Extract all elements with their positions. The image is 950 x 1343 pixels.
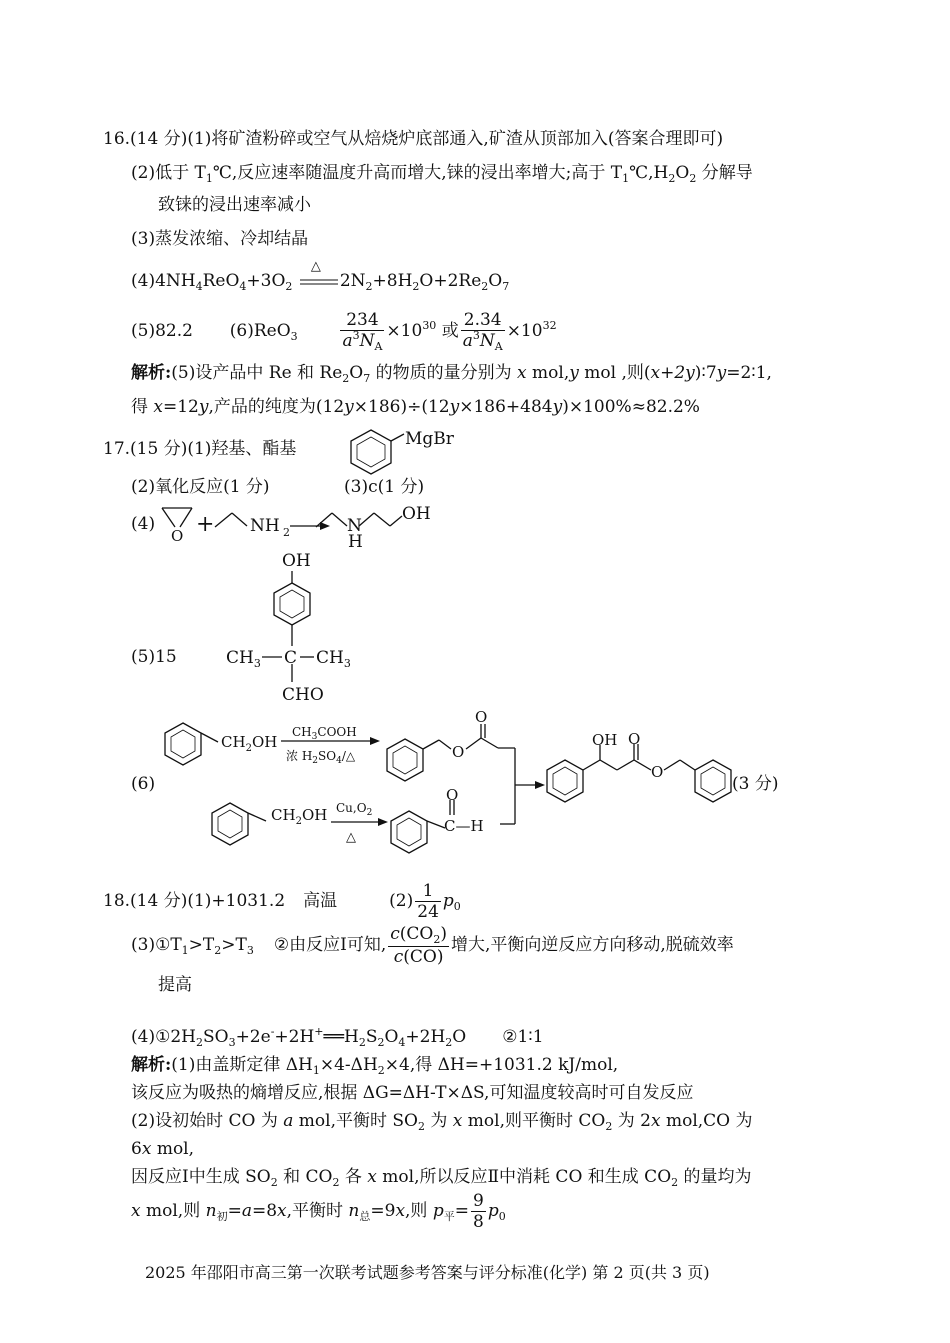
svg-text:2: 2 [283,526,290,539]
q16-title: 16.(14 分)(1)将矿渣粉碎或空气从焙烧炉底部通入,矿渣从顶部加入(答案合理即可) [103,129,724,149]
q18-part3-cont: 提高 [158,975,192,995]
mgbr-label: MgBr [405,429,454,449]
q17-part3: (3)c(1 分) [344,477,425,497]
q16-part3: (3)蒸发浓缩、冷却结晶 [131,229,309,249]
benzyl-alcohol-2 [212,803,266,845]
heat-condition: △ [310,259,321,274]
svg-text:△: △ [346,830,356,845]
plus-sign: + [196,512,215,537]
benzyl-acetate [387,724,535,824]
q18-analysis-line3: (2)设初始时 CO 为 a mol,平衡时 $SO_2$ 为 x mol,则平衡时 $CO_2$ 为 2x mol,CO 为 [131,1111,753,1133]
q17-part5: (5)15 [131,647,177,667]
phenyl-mgbr-structure [351,430,404,474]
q16-part2-line1: (2)低于 $T_1℃$,反应速率随温度升高而增大,铼的浸出率增大;高于 $T_1℃,H_2O_2$ 分解导 [131,163,753,185]
density-fraction-1: $\frac{234}{a^3N_A}$ [342,310,383,353]
q18-analysis-line4: 6x mol, [131,1139,195,1159]
q17-part1: 17.(15 分)(1)羟基、酯基 [103,439,297,459]
svg-text:OH: OH [592,731,618,749]
epoxide-o-label: O [171,527,184,545]
svg-text:CH3COOH: $CH_3COOH$ [292,725,357,742]
svg-text:CHO: CHO [282,685,324,705]
oh-top-label: OH [282,551,311,571]
q18-analysis-line1: 解析:(1)由盖斯定律 $\Delta H_1\times 4-\Delta H_2\times 4$,得 ΔH=+1031.2 kJ/mol, [131,1055,619,1077]
svg-text:CH2OH: $CH_2OH$ [221,733,278,754]
q16-part5-6: (5)82.2 (6)ReO$_3$ $\frac{234}{a^3N_A}$ $\times 10^{30}$ 或 $\frac{2.34}{a^3N_A}$ $\times 10^{32}$ [131,310,557,353]
svg-text:Cu,O2: $Cu,O_2$ [336,801,373,818]
epoxide-structure [162,508,192,527]
q18-part4: $(4)①2H_2SO_3+2e^-+2H^+══H_2S_2O_4+2H_2O$ ②1∶1 [131,1025,544,1049]
svg-text:N: N [347,516,362,536]
density-fraction-2: $\frac{2.34}{a^3N_A}$ [462,310,503,353]
q17-part2: (2)氧化反应(1 分) [131,477,270,497]
q18-part3: $(3)①T_1>T_2>T_3$ ②由反应Ⅰ可知, $\frac{c(CO_2)}{c(CO)}$ 增大,平衡向逆反应方向移动,脱硫效率 [131,924,734,967]
q16-analysis-line2: 得 x=12y,产品的纯度为(12y×186)÷(12y×186+484y)×100%≈82.2% [131,397,700,417]
benzyl-alcohol-1 [165,723,218,765]
svg-text:O: O [446,786,459,804]
q18-analysis-line5: 因反应Ⅰ中生成 $SO_2$ 和 $CO_2$ 各 x mol,所以反应Ⅱ中消耗 CO 和生成 $CO_2$ 的量均为 [131,1167,752,1189]
ethylamine-structure [215,513,247,527]
q16-part2-line2: 致铼的浸出速率减小 [158,195,311,215]
svg-text:O: O [628,730,641,748]
svg-text:O: O [452,743,465,761]
svg-text:CH2OH: $CH_2OH$ [271,806,328,827]
q18-analysis-line2: 该反应为吸热的熵增反应,根据 ΔG=ΔH-T×ΔS,可知温度较高时可自发反应 [131,1083,694,1103]
q18-part1-2: 18.(14 分)(1)+1031.2 高温 (2) $\frac{1}{24}$ $p_0$ [103,881,461,922]
q17-part6: (6) [131,774,156,794]
svg-text:浓 H2SO4/△: 浓 $H_2SO_4/\triangle$ [286,749,356,766]
nh2-label: NH [250,516,280,536]
svg-text:OH: OH [402,504,431,524]
page-footer: 2025 年邵阳市高三第一次联考试题参考答案与评分标准(化学) 第 2 页(共 3 页) [145,1263,710,1282]
svg-text:CH3: $CH_3$ [316,648,351,670]
q18-analysis-line6: x mol,则 $n_初=a=8x$,平衡时 $n_总=9x$,则 $p_平=$ $\frac{9}{8}$ $p_0$ [131,1191,506,1232]
svg-text:O: O [475,708,488,726]
svg-text:C—H: C—H [444,817,484,835]
q16-analysis-line1: 解析:(5)设产品中 Re 和 $Re_2O_7$ 的物质的量分别为 x mol,y mol ,则(x+2y)∶7y=2∶1, [131,363,772,385]
svg-text:O: O [651,763,664,781]
q16-part4-equation: $(4)4NH_4ReO_4+3O_2$ △ $2N_2+8H_2O+2Re_2O_7$ [131,270,509,294]
svg-text:CH3: $CH_3$ [226,648,261,670]
final-product-6 [547,744,731,802]
q17-part4: (4) [131,514,156,534]
svg-text:C: C [284,648,298,668]
q17-part6-score: (3 分) [732,774,779,794]
svg-text:H: H [348,532,363,552]
